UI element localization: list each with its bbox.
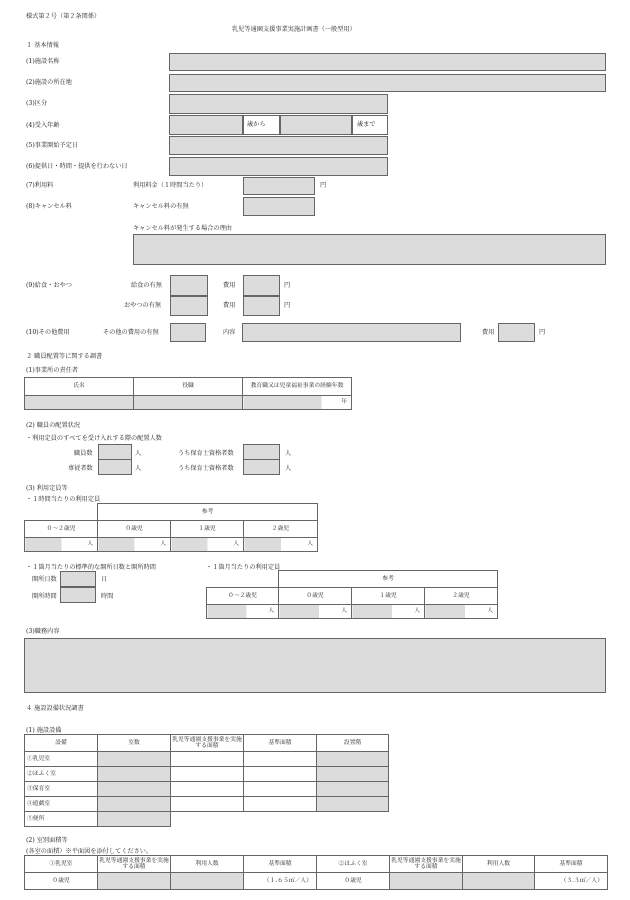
dedicated-count-field[interactable]: [98, 459, 132, 475]
fac-cell[interactable]: [98, 797, 171, 812]
other-yen-unit: 円: [539, 329, 546, 336]
open-days-unit: 日: [101, 576, 108, 583]
age-from-field[interactable]: [169, 115, 243, 135]
staff-placement-note: ・利用定員のすべてを受け入れする際の配置人数: [26, 435, 162, 442]
label-cancel-reason: キャンセル料が発生する場合の理由: [133, 225, 232, 232]
fac-cell[interactable]: [317, 797, 389, 812]
open-hours-unit: 時間: [101, 593, 114, 600]
cancel-reason-field[interactable]: [133, 234, 606, 265]
room-areas-note: (各室の面積）※平面図を添付してください。: [26, 848, 153, 855]
age-to-field[interactable]: [280, 115, 352, 135]
fac-cell[interactable]: [171, 767, 244, 782]
room-areas-table: [24, 855, 608, 890]
label-snack-cost: 費用: [223, 302, 236, 309]
fac-cell[interactable]: [317, 767, 389, 782]
fac-room-toilet: ⑤便所: [25, 812, 98, 827]
unit: 人: [87, 541, 93, 548]
monthly-ref-header: 参考: [279, 571, 498, 588]
fac-cell[interactable]: [98, 812, 171, 827]
label-responsible-person: (1)事業所の責任者: [26, 367, 79, 374]
fac-cell[interactable]: [244, 782, 317, 797]
label-meals: (9)給食・おやつ: [26, 282, 72, 289]
section-2-heading: ２ 職員配置等に関する調書: [26, 353, 103, 360]
monthly-cell-0-2[interactable]: [207, 605, 279, 619]
fac-cell[interactable]: [98, 752, 171, 767]
monthly-age-1: １歳児: [352, 588, 425, 605]
label-usage-fee: (7)利用料: [26, 182, 54, 189]
label-facilities: (1) 施設設備: [26, 727, 62, 734]
area-cell[interactable]: [463, 873, 535, 890]
facility-name-field[interactable]: [169, 53, 606, 71]
area-header-area-1: 乳児等通園支援事業を実施する面積: [98, 856, 171, 873]
label-meal-cost: 費用: [223, 282, 236, 289]
label-staff-count: 職員数: [74, 450, 93, 457]
label-category: (3)区分: [26, 100, 48, 107]
fac-header-standard-area: 基準面積: [244, 735, 317, 752]
facility-address-field[interactable]: [169, 74, 606, 92]
hourly-cell-2[interactable]: [244, 538, 318, 552]
label-other-content: 内容: [223, 329, 236, 336]
area-standard-infant: （１.６５㎡／人）: [244, 873, 317, 890]
area-header-users-1: 利用人数: [171, 856, 244, 873]
unit: 人: [233, 541, 239, 548]
document-title: 乳児等通園支援事業実施計画書（一般型用）: [232, 26, 356, 33]
area-header-standard-2: 基準面積: [535, 856, 608, 873]
label-cancel-fee: (8)キャンセル料: [26, 203, 72, 210]
fac-room-play: ④遊戯室: [25, 797, 98, 812]
snack-has-field[interactable]: [170, 296, 208, 316]
label-dedicated-count: 専従者数: [68, 465, 93, 472]
area-header-users-2: 利用人数: [463, 856, 535, 873]
fac-header-floor: 設置階: [317, 735, 389, 752]
label-monthly-capacity: ・１箇月当たりの利用定員: [206, 564, 281, 571]
unit: 人: [160, 541, 166, 548]
area-standard-crawl: （３.３㎡／人）: [535, 873, 608, 890]
label-other-has: その他の費用の有無: [103, 329, 159, 336]
snack-yen-unit: 円: [284, 302, 291, 309]
unit: 人: [414, 608, 420, 615]
monthly-age-2: ２歳児: [425, 588, 498, 605]
age-from-unit: 歳から: [247, 121, 266, 128]
area-header-area-2: 乳児等通園支援事業を実施する面積: [390, 856, 463, 873]
meal-cost-field[interactable]: [243, 275, 280, 296]
other-has-field[interactable]: [170, 323, 206, 342]
fac-room-crawl: ②ほふく室: [25, 767, 98, 782]
label-monthly-standard: ・１箇月当たりの標準的な開所日数と開所時間: [26, 564, 156, 571]
open-hours-field[interactable]: [60, 587, 96, 603]
childcare-count-2-unit: 人: [285, 465, 292, 472]
duties-field[interactable]: [24, 638, 606, 693]
area-header-infant-room: ①乳児室: [25, 856, 98, 873]
open-days-field[interactable]: [60, 571, 96, 587]
hourly-age-2: ２歳児: [244, 521, 318, 538]
fac-cell[interactable]: [98, 767, 171, 782]
label-childcare-count: うち保育士資格者数: [178, 450, 234, 457]
childcare-count-field[interactable]: [243, 444, 280, 460]
label-duties: (3)職務内容: [26, 628, 60, 635]
hourly-age-0: ０歳児: [98, 521, 171, 538]
label-staff-placement: (2) 職員の配置状況: [26, 422, 81, 429]
label-facility-name: (1)施設名称: [26, 58, 60, 65]
resp-name-cell[interactable]: [25, 396, 134, 410]
label-room-areas: (2) 室別面積等: [26, 837, 68, 844]
label-open-hours: 開所時間: [32, 593, 57, 600]
monthly-cell-2[interactable]: [425, 605, 498, 619]
unit: 人: [487, 608, 493, 615]
area-age-infant: ０歳児: [25, 873, 98, 890]
fac-header-equipment: 設備: [25, 735, 98, 752]
yen-unit: 円: [320, 182, 327, 189]
service-days-field[interactable]: [169, 157, 388, 176]
unit: 人: [341, 608, 347, 615]
fac-cell[interactable]: [171, 752, 244, 767]
label-open-days: 開所日数: [32, 576, 57, 583]
hourly-capacity-table: [24, 503, 318, 552]
monthly-cell-1[interactable]: [352, 605, 425, 619]
fac-header-rooms: 室数: [98, 735, 171, 752]
area-header-standard-1: 基準面積: [244, 856, 317, 873]
facilities-table: [24, 734, 389, 827]
label-cancel-has: キャンセル料の有無: [133, 203, 189, 210]
hourly-age-0-2: ０～２歳児: [25, 521, 98, 538]
monthly-age-0-2: ０～２歳児: [207, 588, 279, 605]
label-hourly-fee: 利用料金（１時間当たり）: [133, 182, 208, 189]
fac-cell[interactable]: [244, 752, 317, 767]
area-cell[interactable]: [98, 873, 171, 890]
resp-title-cell[interactable]: [134, 396, 243, 410]
unit: 人: [307, 541, 313, 548]
area-cell[interactable]: [390, 873, 463, 890]
label-start-date: (5)事業開始予定日: [26, 142, 79, 149]
monthly-capacity-table: [206, 570, 498, 619]
meal-yen-unit: 円: [284, 282, 291, 289]
age-to-unit: 歳まで: [357, 121, 376, 128]
fac-cell[interactable]: [317, 782, 389, 797]
fac-cell[interactable]: [244, 767, 317, 782]
fac-room-infant: ①乳児室: [25, 752, 98, 767]
other-cost-field[interactable]: [498, 323, 535, 342]
staff-count-unit: 人: [135, 450, 142, 457]
fac-cell[interactable]: [171, 782, 244, 797]
unit: 人: [268, 608, 274, 615]
start-date-field[interactable]: [169, 136, 388, 155]
area-age-crawl: ０歳児: [317, 873, 390, 890]
childcare-count-unit: 人: [285, 450, 292, 457]
label-capacity: (3) 利用定員等: [26, 485, 68, 492]
hourly-cell-1[interactable]: [171, 538, 244, 552]
dedicated-count-unit: 人: [135, 465, 142, 472]
staff-count-field[interactable]: [98, 444, 132, 460]
resp-experience-cell[interactable]: [243, 396, 352, 410]
hourly-age-1: １歳児: [171, 521, 244, 538]
snack-cost-field[interactable]: [243, 296, 280, 316]
label-snack-has: おやつの有無: [124, 302, 162, 309]
form-number: 様式第２号（第２条関係）: [26, 13, 101, 20]
label-other-cost-amount: 費用: [482, 329, 495, 336]
hourly-cell-0-2[interactable]: [25, 538, 98, 552]
label-accept-age: (4)受入年齢: [26, 122, 60, 129]
responsible-table: [24, 377, 352, 410]
fac-cell[interactable]: [98, 782, 171, 797]
fac-cell[interactable]: [171, 797, 244, 812]
fac-cell[interactable]: [244, 797, 317, 812]
monthly-cell-0[interactable]: [279, 605, 352, 619]
cancel-has-field[interactable]: [243, 197, 315, 216]
resp-header-experience: 教育職又は児童福祉事業の経験年数: [243, 378, 352, 396]
label-service-days: (6)提供日・時間・提供を行わない日: [26, 163, 128, 170]
resp-header-name: 氏名: [25, 378, 134, 396]
hourly-ref-header: 参考: [98, 504, 318, 521]
fac-cell[interactable]: [317, 752, 389, 767]
label-childcare-count-2: うち保育士資格者数: [178, 465, 234, 472]
resp-header-title: 役職: [134, 378, 243, 396]
area-cell[interactable]: [171, 873, 244, 890]
label-other-cost: (10)その他費用: [26, 329, 70, 336]
section-4-heading: ４ 施設設備状況調書: [26, 705, 84, 712]
nen-unit: 年: [341, 399, 347, 406]
monthly-age-0: ０歳児: [279, 588, 352, 605]
hourly-cell-0[interactable]: [98, 538, 171, 552]
label-meal-has: 給食の有無: [131, 282, 162, 289]
hourly-fee-field[interactable]: [243, 177, 315, 195]
fac-room-nursery: ③保育室: [25, 782, 98, 797]
fac-header-area: 乳児等通園支援事業を実施する面積: [171, 735, 244, 752]
category-field[interactable]: [169, 94, 388, 114]
childcare-count-2-field[interactable]: [243, 459, 280, 475]
meal-has-field[interactable]: [170, 275, 208, 296]
label-hourly-capacity: ・１時間当たりの利用定員: [26, 496, 101, 503]
section-1-heading: １ 基本情報: [26, 42, 59, 49]
area-header-crawl-room: ②ほふく室: [317, 856, 390, 873]
other-content-field[interactable]: [242, 323, 461, 342]
label-facility-address: (2)施設の所在地: [26, 79, 72, 86]
